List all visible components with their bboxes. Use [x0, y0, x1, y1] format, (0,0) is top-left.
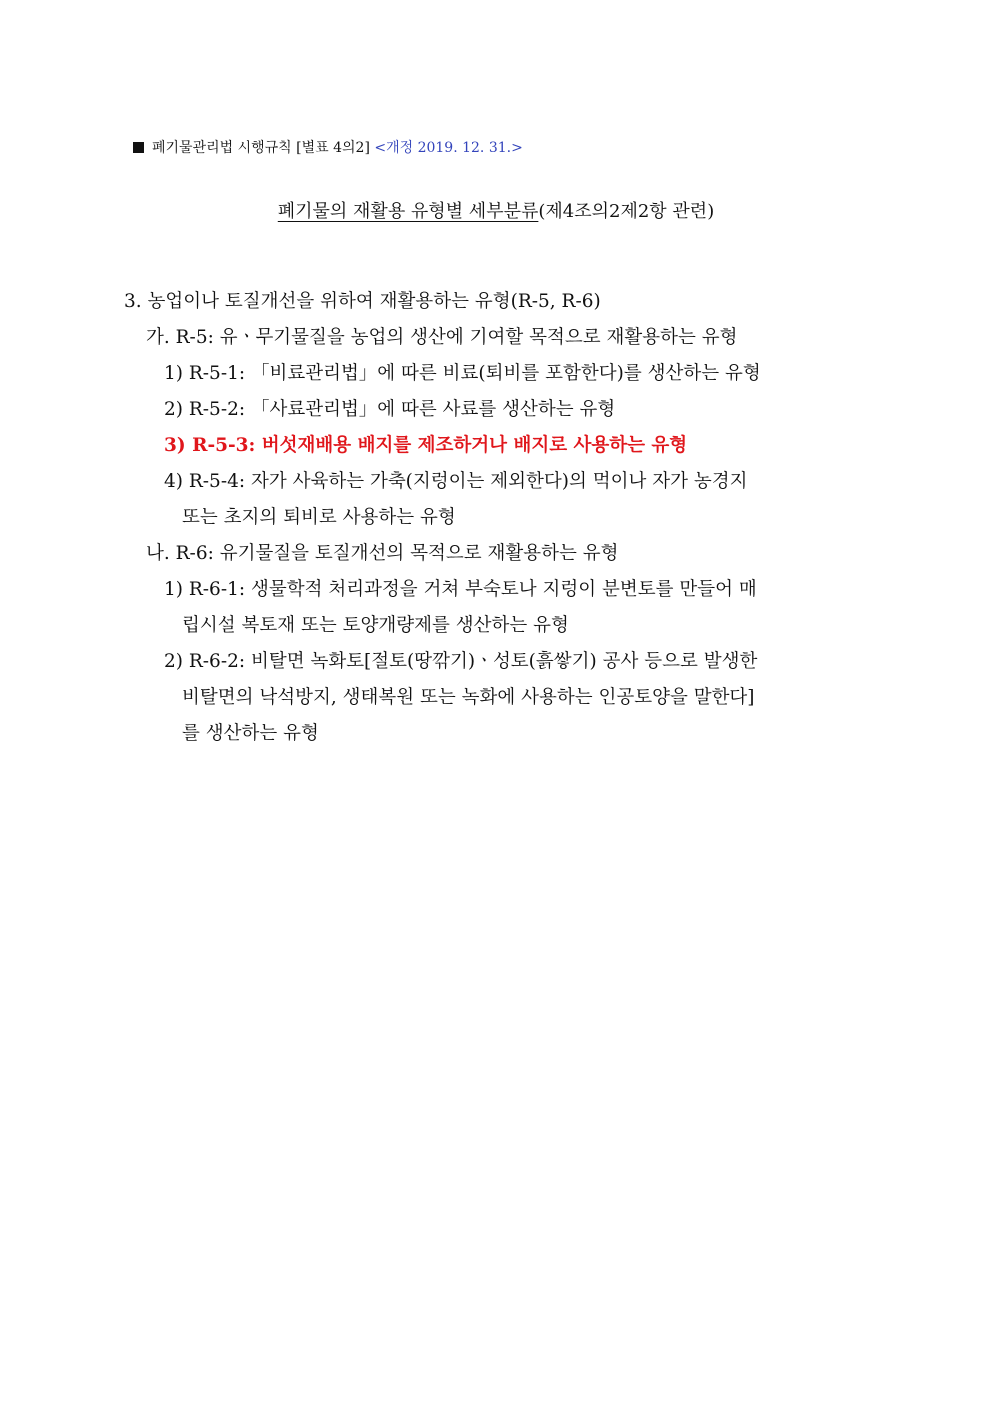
- section-heading: 3. 농업이나 토질개선을 위하여 재활용하는 유형(R-5, R-6): [124, 291, 601, 312]
- list-item-r-6-2-line3: 를 생산하는 유형: [182, 723, 319, 744]
- title-main: 폐기물의 재활용 유형별 세부분류: [277, 201, 539, 222]
- title-sub: (제4조의2제2항 관련): [538, 201, 715, 222]
- list-item-r-6-2-line1: 2) R-6-2: 비탈면 녹화토[절토(땅깎기)ㆍ성토(흙쌓기) 공사 등으로 발생한: [164, 651, 758, 672]
- list-item-r-5-4-line1: 4) R-5-4: 자가 사육하는 가축(지렁이는 제외한다)의 먹이나 자가 농경지: [164, 471, 748, 492]
- list-item-r-5-4-line2: 또는 초지의 퇴비로 사용하는 유형: [182, 507, 456, 528]
- subsection-ga-heading: 가. R-5: 유ㆍ무기물질을 농업의 생산에 기여할 목적으로 재활용하는 유형: [146, 327, 738, 348]
- document-header: [133, 138, 523, 158]
- subsection-na-heading: 나. R-6: 유기물질을 토질개선의 목적으로 재활용하는 유형: [146, 543, 619, 564]
- amendment-date: <개정 2019. 12. 31.>: [374, 140, 523, 156]
- document-title: [0, 200, 992, 224]
- list-item-r-5-1: 1) R-5-1: 「비료관리법」에 따른 비료(퇴비를 포함한다)를 생산하는 유형: [164, 363, 761, 384]
- list-item-r-5-3-highlighted: 3) R-5-3: 버섯재배용 배지를 제조하거나 배지로 사용하는 유형: [164, 435, 688, 456]
- list-item-r-5-2: 2) R-5-2: 「사료관리법」에 따른 사료를 생산하는 유형: [164, 399, 616, 420]
- black-square-icon: [133, 142, 144, 153]
- list-item-r-6-1-line1: 1) R-6-1: 생물학적 처리과정을 거쳐 부숙토나 지렁이 분변토를 만들어 매: [164, 579, 757, 600]
- list-item-r-6-2-line2: 비탈면의 낙석방지, 생태복원 또는 녹화에 사용하는 인공토양을 말한다]: [182, 687, 755, 708]
- law-reference: 폐기물관리법 시행규칙 [별표 4의2]: [152, 140, 370, 156]
- list-item-r-6-1-line2: 립시설 복토재 또는 토양개량제를 생산하는 유형: [182, 615, 569, 636]
